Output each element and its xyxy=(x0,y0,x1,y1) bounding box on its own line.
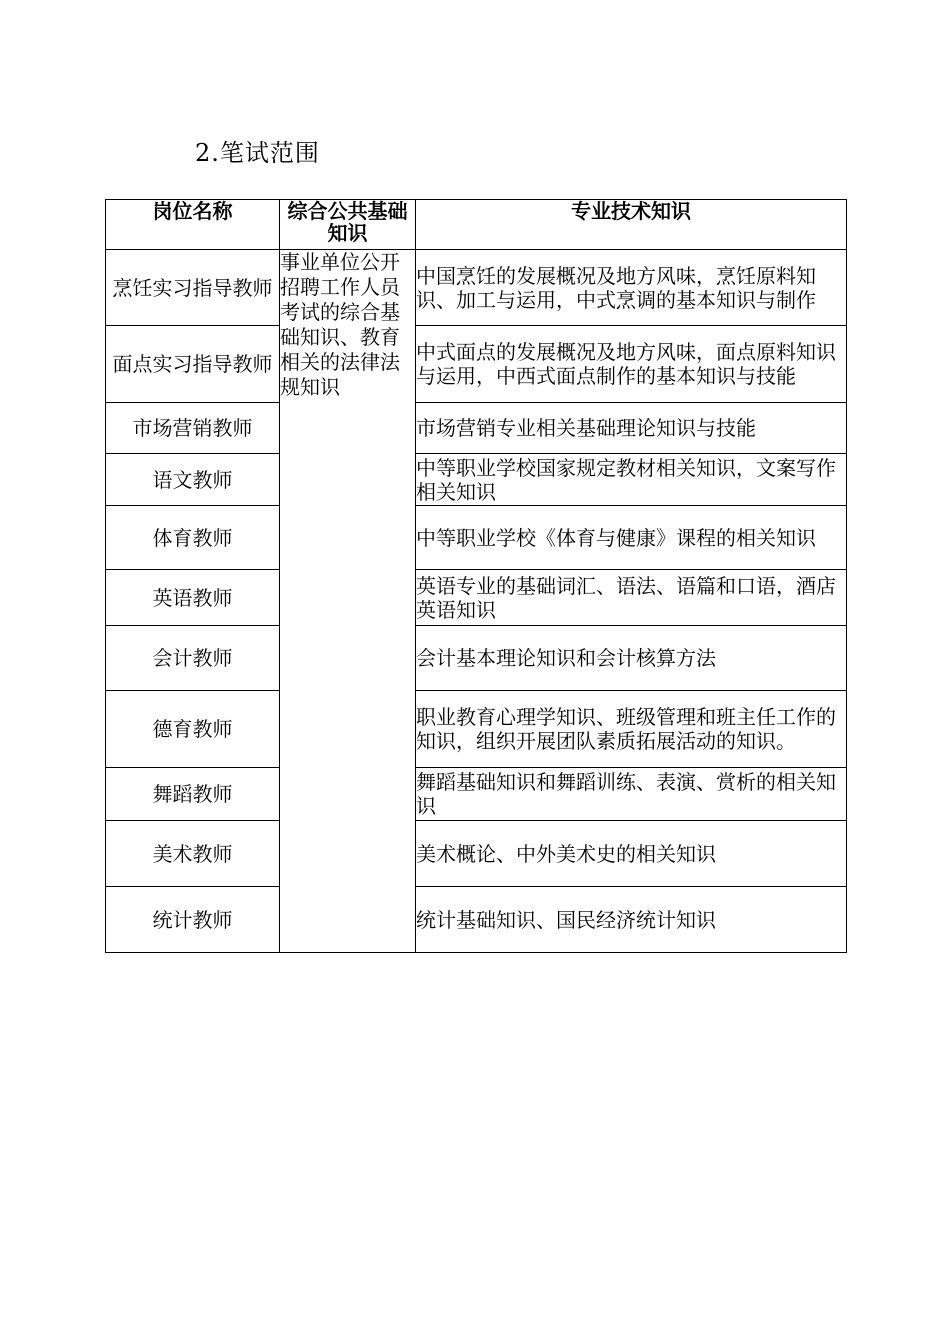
table-row xyxy=(106,821,847,887)
professional-cell: 职业教育心理学知识、班级管理和班主任工作的知识，组织开展团队素质拓展活动的知识。 xyxy=(416,691,847,768)
professional-cell: 英语专业的基础词汇、语法、语篇和口语，酒店英语知识 xyxy=(416,570,847,626)
professional-cell: 统计基础知识、国民经济统计知识 xyxy=(416,887,847,953)
table-row xyxy=(106,250,847,326)
professional-cell: 舞蹈基础知识和舞蹈训练、表演、赏析的相关知识 xyxy=(416,768,847,821)
header-position: 岗位名称 xyxy=(106,200,280,250)
header-common-knowledge: 综合公共基础知识 xyxy=(280,200,416,250)
position-cell: 英语教师 xyxy=(106,570,280,626)
position-cell: 舞蹈教师 xyxy=(106,768,280,821)
table-header-row xyxy=(106,200,847,250)
professional-cell: 市场营销专业相关基础理论知识与技能 xyxy=(416,403,847,454)
position-cell: 美术教师 xyxy=(106,821,280,887)
exam-scope-table xyxy=(105,199,847,953)
position-cell: 语文教师 xyxy=(106,454,280,506)
header-professional-knowledge: 专业技术知识 xyxy=(416,200,847,250)
professional-cell: 中等职业学校国家规定教材相关知识，文案写作相关知识 xyxy=(416,454,847,506)
table-row xyxy=(106,506,847,570)
position-cell: 烹饪实习指导教师 xyxy=(106,250,280,326)
table-row xyxy=(106,626,847,691)
professional-cell: 中式面点的发展概况及地方风味，面点原料知识与运用，中西式面点制作的基本知识与技能 xyxy=(416,326,847,403)
professional-cell: 中国烹饪的发展概况及地方风味，烹饪原料知识、加工与运用，中式烹调的基本知识与制作 xyxy=(416,250,847,326)
common-knowledge-cell: 事业单位公开招聘工作人员考试的综合基础知识、教育相关的法律法规知识 xyxy=(280,250,416,953)
position-cell: 统计教师 xyxy=(106,887,280,953)
professional-cell: 会计基本理论知识和会计核算方法 xyxy=(416,626,847,691)
table-row xyxy=(106,887,847,953)
position-cell: 面点实习指导教师 xyxy=(106,326,280,403)
section-heading: 2.笔试范围 xyxy=(195,139,320,167)
position-cell: 德育教师 xyxy=(106,691,280,768)
professional-cell: 中等职业学校《体育与健康》课程的相关知识 xyxy=(416,506,847,570)
position-cell: 会计教师 xyxy=(106,626,280,691)
table-row xyxy=(106,768,847,821)
professional-cell: 美术概论、中外美术史的相关知识 xyxy=(416,821,847,887)
position-cell: 体育教师 xyxy=(106,506,280,570)
position-cell: 市场营销教师 xyxy=(106,403,280,454)
table-row xyxy=(106,403,847,454)
table-row xyxy=(106,454,847,506)
table-row xyxy=(106,570,847,626)
table-row xyxy=(106,691,847,768)
table-row xyxy=(106,326,847,403)
